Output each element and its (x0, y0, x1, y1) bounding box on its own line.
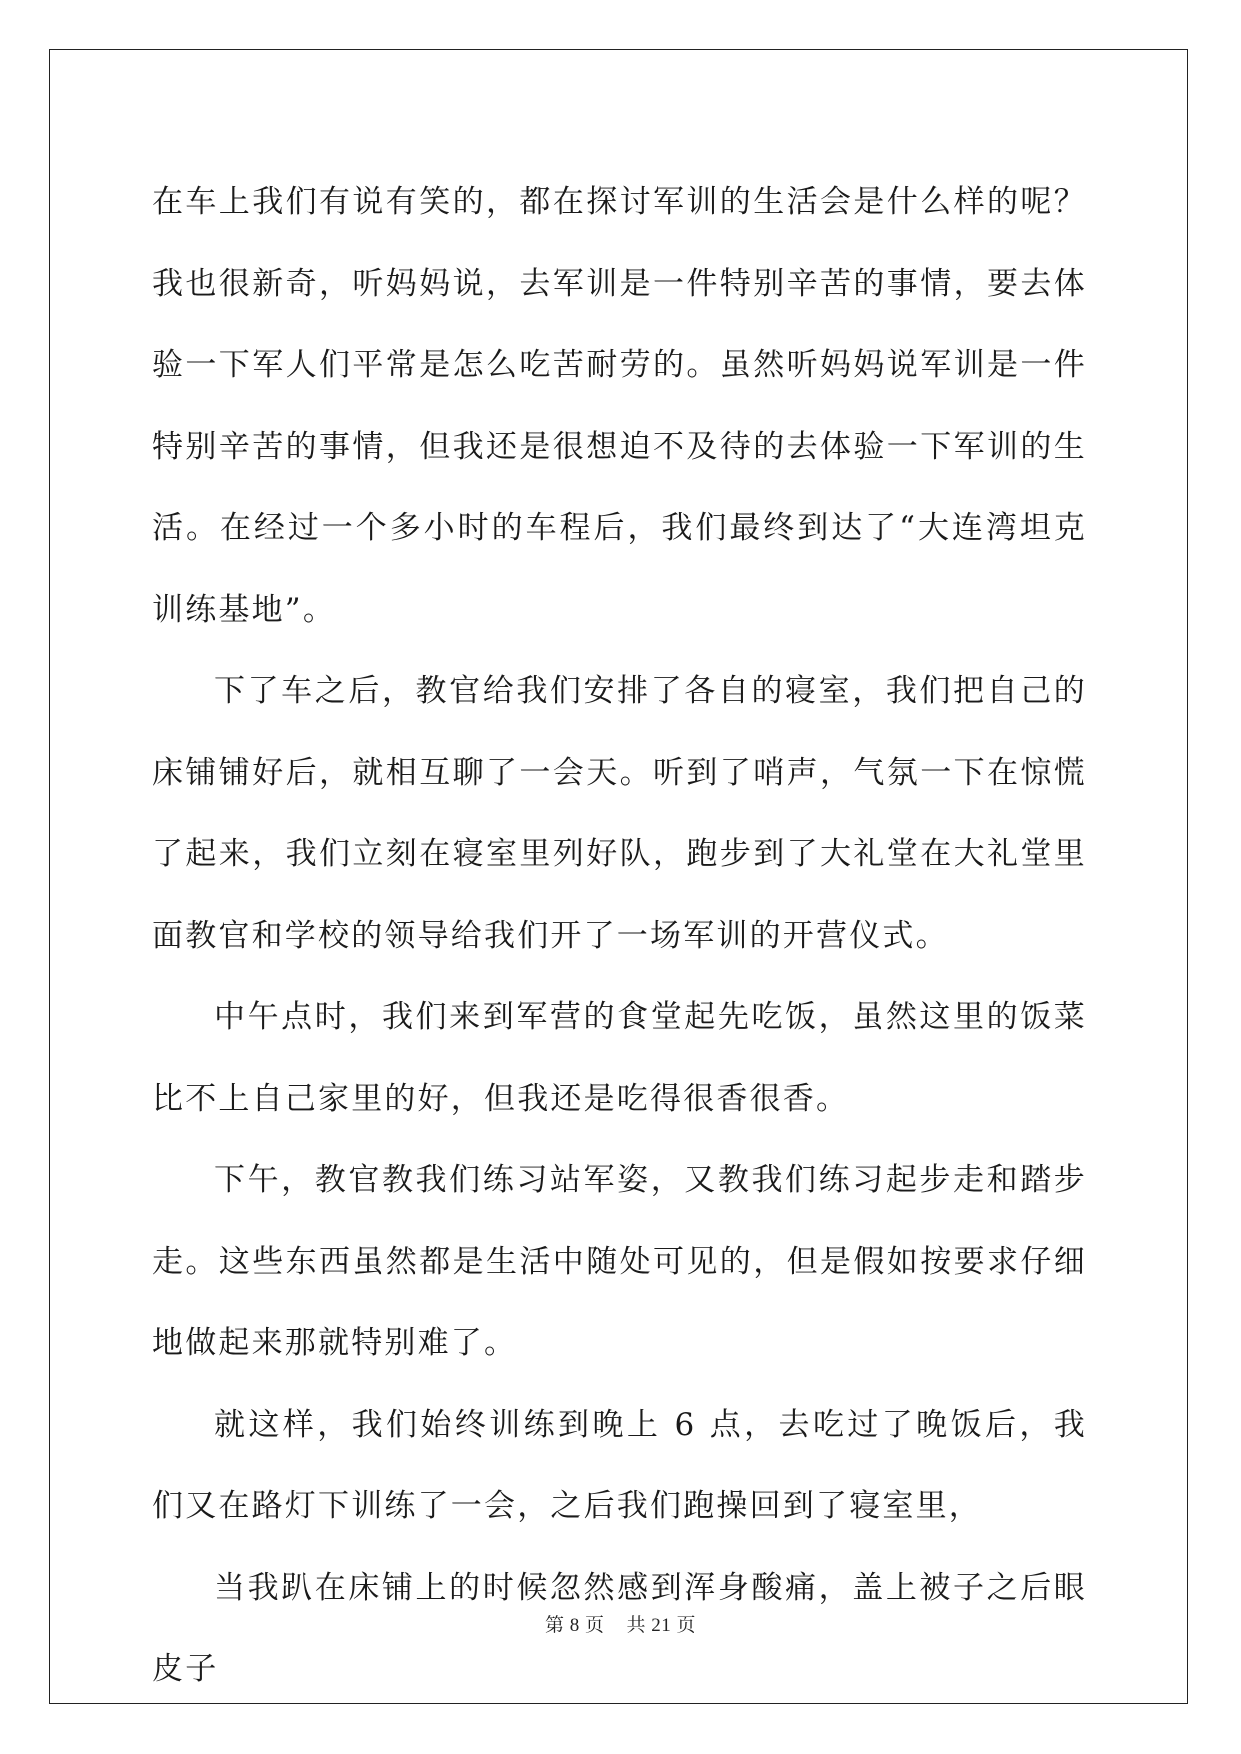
page-footer (0, 1610, 1241, 1637)
paragraph-4: 下午，教官教我们练习站军姿，又教我们练习起步走和踏步走。这些东西虽然都是生活中随处可见的，但是假如按要求仔细地做起来那就特别难了。 (152, 1162, 1087, 1361)
page-total: 共 21 页 (626, 1615, 697, 1636)
document-body (152, 162, 1087, 1711)
paragraph-2: 下了车之后，教官给我们安排了各自的寝室，我们把自己的床铺铺好后，就相互聊了一会天。听到了哨声，气氛一下在惊慌了起来，我们立刻在寝室里列好队，跑步到了大礼堂在大礼堂里面教官和学校的领导给我们开了一场军训的开营仪式。 (152, 673, 1087, 954)
paragraph-3: 中午点时，我们来到军营的食堂起先吃饭，虽然这里的饭菜比不上自己家里的好，但我还是吃得很香很香。 (152, 999, 1087, 1117)
paragraph-1: 在车上我们有说有笑的，都在探讨军训的生活会是什么样的呢？我也很新奇，听妈妈说，去军训是一件特别辛苦的事情，要去体验一下军人们平常是怎么吃苦耐劳的。虽然听妈妈说军训是一件特别辛苦的事情，但我还是很想迫不及待的去体验一下军训的生活。在经过一个多小时的车程后，我们最终到达了“大连湾坦克训练基地”。 (152, 184, 1087, 628)
paragraph-6: 当我趴在床铺上的时候忽然感到浑身酸痛，盖上被子之后眼皮子 (152, 1569, 1087, 1687)
page-number: 第 8 页 (544, 1615, 605, 1636)
paragraph-5: 就这样，我们始终训练到晚上 6 点，去吃过了晚饭后，我们又在路灯下训练了一会，之后我们跑操回到了寝室里， (152, 1406, 1087, 1524)
